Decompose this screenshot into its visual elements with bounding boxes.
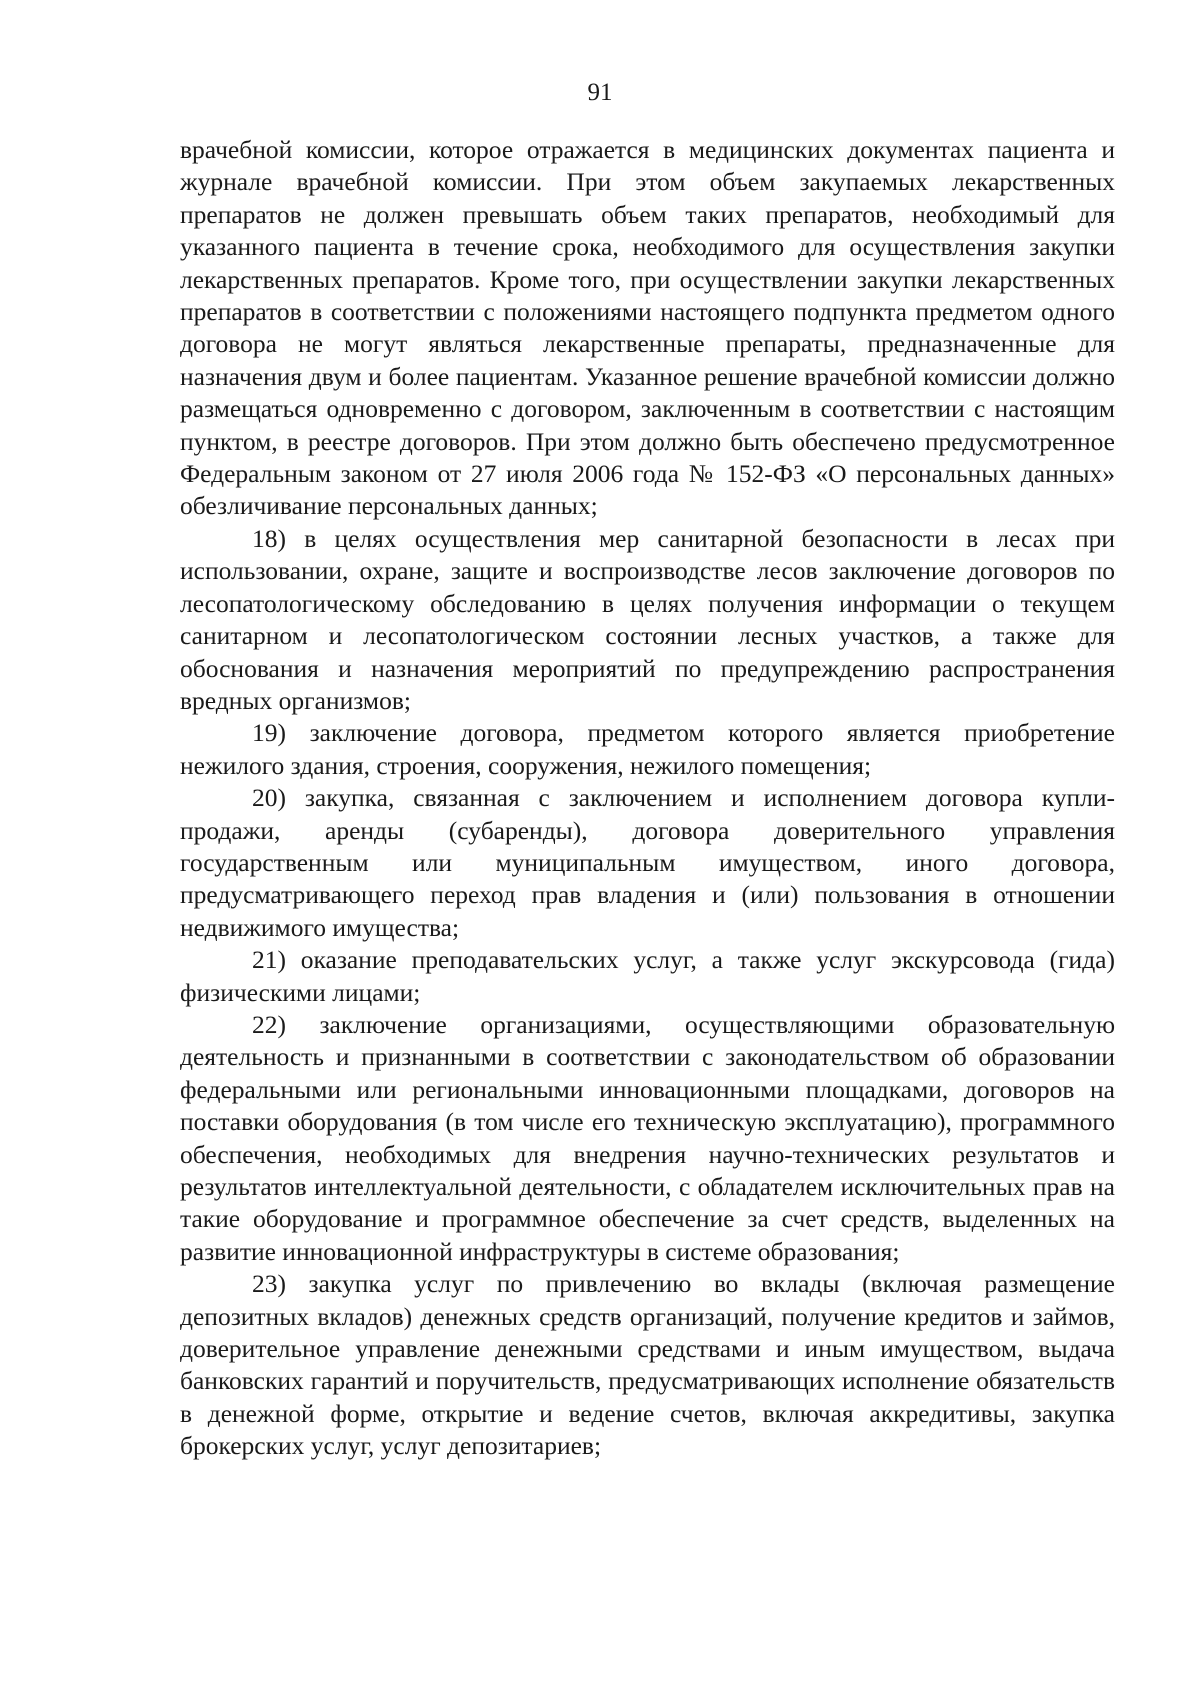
- list-item-21: 21) оказание преподавательских услуг, а также услуг экскурсовода (гида) физическими лицами;: [180, 945, 1115, 1007]
- page-number: 91: [587, 79, 613, 106]
- list-item-20: 20) закупка, связанная с заключением и исполнением договора купли- продажи, аренды (субаренды), договора доверительного управления государственным или муниципальным имуществом, иного договора, предусматривающего переход прав владения и (или) пользования в отношении недвижимого имущества;: [180, 783, 1115, 942]
- list-item-19: 19) заключение договора, предметом которого является приобретение нежилого здания, строения, сооружения, нежилого помещения;: [180, 718, 1115, 780]
- document-body: [180, 134, 1115, 1463]
- list-item-18: 18) в целях осуществления мер санитарной безопасности в лесах при использовании, охране, защите и воспроизводстве лесов заключение договоров по лесопатологическому обследованию в целях получения информации о текущем санитарном и лесопатологическом состоянии лесных участков, а также для обоснования и назначения мероприятий по предупреждению распространения вредных организмов;: [180, 523, 1115, 715]
- paragraph-continuation: врачебной комиссии, которое отражается в медицинских документах пациента и журнале врачебной комиссии. При этом объем закупаемых лекарственных препаратов не должен превышать объем таких препаратов, необходимый для указанного пациента в течение срока, необходимого для осуществления закупки лекарственных препаратов. Кроме того, при осуществлении закупки лекарственных препаратов в соответствии с положениями настоящего подпункта предметом одного договора не могут являться лекарственные препараты, предназначенные для назначения двум и более пациентам. Указанное решение врачебной комиссии должно размещаться одновременно с договором, заключенным в соответствии с настоящим пунктом, в реестре договоров. При этом должно быть обеспечено предусмотренное Федеральным законом от 27 июля 2006 года № 152-ФЗ «О персональных данных» обезличивание персональных данных;: [180, 135, 1115, 521]
- list-item-22: 22) заключение организациями, осуществляющими образовательную деятельность и признанными в соответствии с законодательством об образовании федеральными или региональными инновационными площадками, договоров на поставки оборудования (в том числе его техническую эксплуатацию), программного обеспечения, необходимых для внедрения научно-технических результатов и результатов интеллектуальной деятельности, с обладателем исключительных прав на такие оборудование и программное обеспечение за счет средств, выделенных на развитие инновационной инфраструктуры в системе образования;: [180, 1009, 1115, 1266]
- list-item-23: 23) закупка услуг по привлечению во вклады (включая размещение депозитных вкладов) денежных средств организаций, получение кредитов и займов, доверительное управление денежными средствами и иным имуществом, выдача банковских гарантий и поручительств, предусматривающих исполнение обязательств в денежной форме, открытие и ведение счетов, включая аккредитивы, закупка брокерских услуг, услуг депозитариев;: [180, 1269, 1115, 1461]
